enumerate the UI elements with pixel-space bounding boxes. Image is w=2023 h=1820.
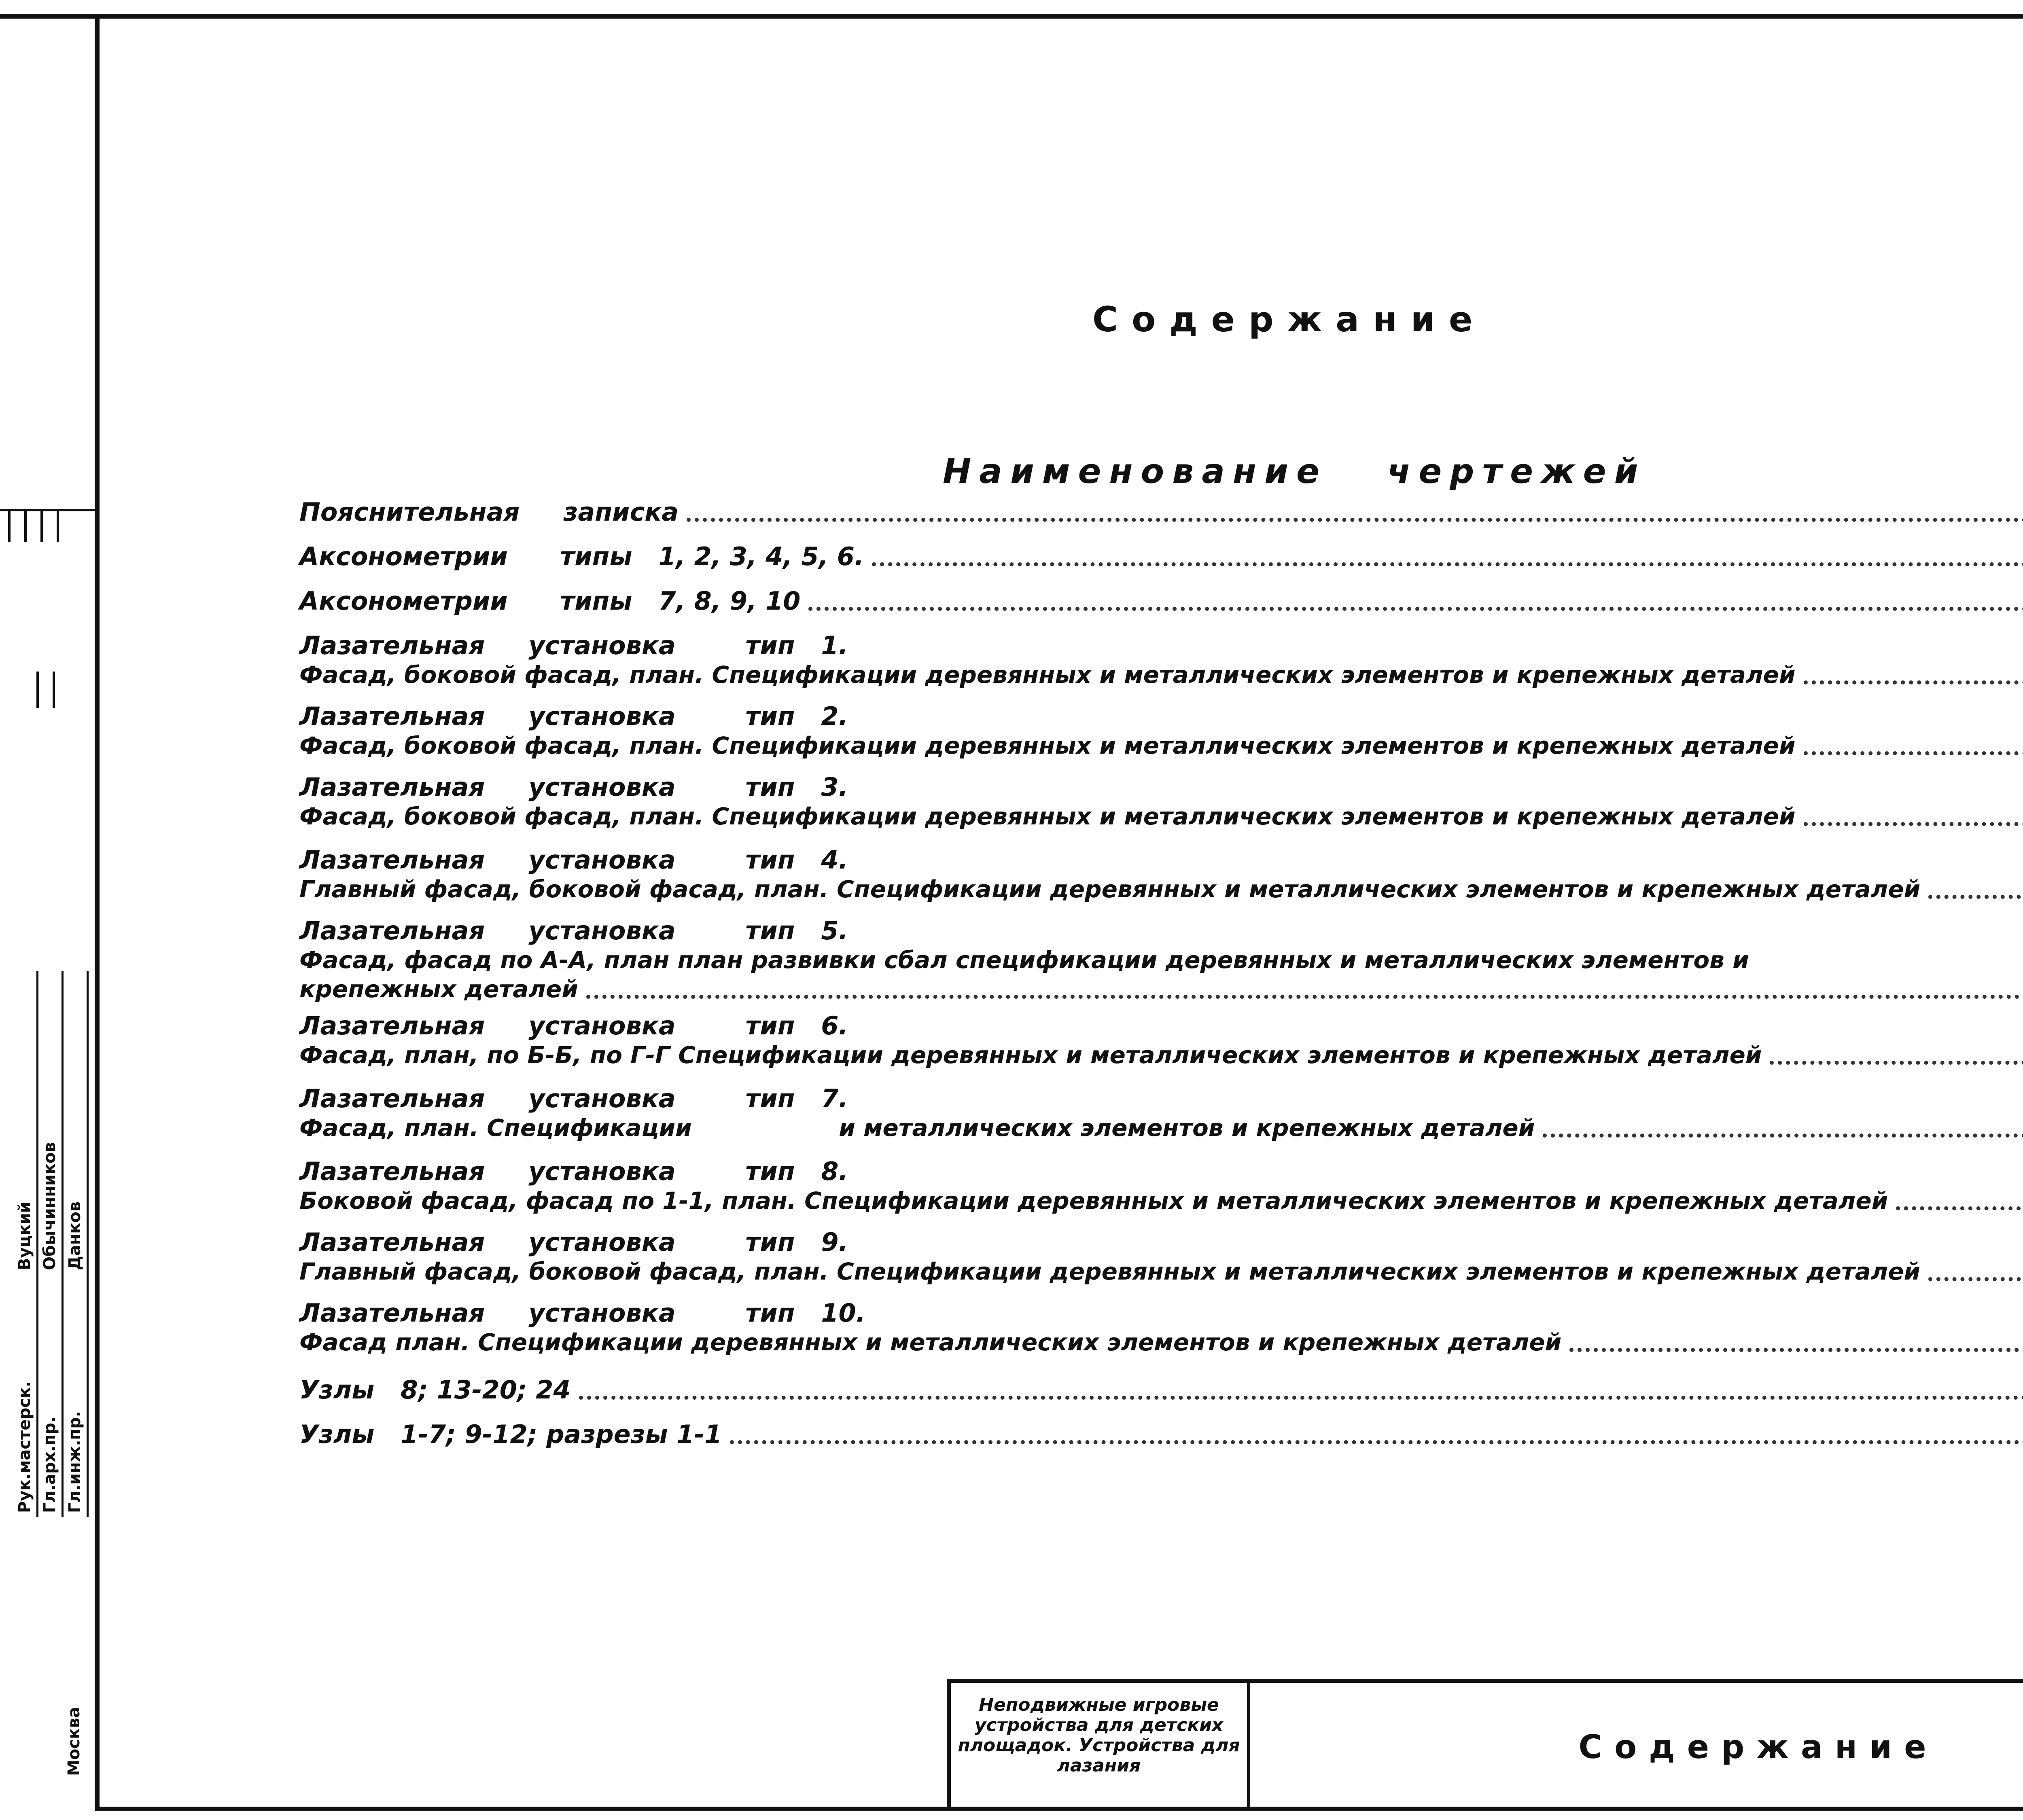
row-description: Главный фасад, боковой фасад, план. Спецификации деревянных и металлических элементов и крепежных деталей bbox=[299, 1258, 1921, 1285]
stamp-name-1: Вуцкий bbox=[15, 1201, 34, 1270]
row-description: Фасад, боковой фасад, план. Спецификации деревянных и металлических элементов и крепежных деталей bbox=[299, 803, 1796, 830]
row-title: Лазательная установка тип 6. bbox=[299, 1011, 848, 1040]
dot-leader bbox=[1928, 895, 2023, 899]
row-title: Лазательная установка тип 10. bbox=[299, 1298, 866, 1328]
stamp-name-2: Обычинников bbox=[40, 1142, 59, 1270]
stamp-role-2: Гл.арх.пр. bbox=[40, 1416, 59, 1513]
row-description: Фасад план. Спецификации деревянных и металлических элементов и крепежных деталей bbox=[299, 1328, 1562, 1356]
row-title: Лазательная установка тип 4. bbox=[299, 845, 848, 875]
dot-leader bbox=[1928, 1277, 2023, 1281]
row-title: Лазательная установка тип 1. bbox=[299, 631, 848, 660]
stamp-role-3: Гл.инж.пр. bbox=[66, 1411, 84, 1513]
table-header-name: Наименование чертежей bbox=[943, 451, 1646, 491]
approval-stamp bbox=[12, 971, 93, 1517]
title-block-description: Неподвижные игровые устройства для детских площадок. Устройства для лазания bbox=[951, 1683, 1250, 1811]
organization-stamp bbox=[16, 1679, 97, 1796]
dot-leader bbox=[808, 607, 2023, 611]
row-title: Лазательная установка тип 9. bbox=[299, 1227, 848, 1257]
row-title: Пояснительная записка bbox=[299, 497, 679, 527]
dot-leader bbox=[1569, 1348, 2023, 1352]
title-block bbox=[947, 1679, 2023, 1811]
row-title: Лазательная установка тип 5. bbox=[299, 916, 848, 945]
row-description: Фасад, план, по Б-Б, по Г-Г Спецификации деревянных и металлических элементов и крепежных деталей bbox=[299, 1041, 1762, 1069]
row-title: Лазательная установка тип 2. bbox=[299, 701, 848, 731]
row-title: Аксонометрии типы 7, 8, 9, 10 bbox=[299, 586, 801, 616]
dot-leader bbox=[1804, 822, 2023, 826]
dot-leader bbox=[586, 995, 2023, 999]
dot-leader bbox=[1543, 1134, 2023, 1138]
dot-leader bbox=[579, 1396, 2023, 1400]
row-description: Фасад, боковой фасад, план. Спецификации деревянных и металлических элементов и крепежных деталей bbox=[299, 732, 1796, 759]
title-block-center-title: Содержание bbox=[1250, 1683, 2023, 1811]
row-title: Узлы 8; 13-20; 24 bbox=[299, 1375, 571, 1405]
dot-leader bbox=[1804, 680, 2023, 684]
stamp-role-1: Рук.мастерск. bbox=[15, 1381, 34, 1513]
dot-leader bbox=[872, 562, 2023, 566]
row-title: Аксонометрии типы 1, 2, 3, 4, 5, 6. bbox=[299, 542, 864, 571]
frame-left-border bbox=[95, 14, 100, 1810]
dot-leader bbox=[687, 518, 2023, 522]
row-description-continued: крепежных деталей bbox=[299, 975, 578, 1003]
dot-leader bbox=[730, 1440, 2023, 1444]
org-city: Москва bbox=[65, 1707, 83, 1776]
frame-top-border bbox=[0, 14, 2023, 19]
row-title: Лазательная установка тип 8. bbox=[299, 1157, 848, 1186]
dot-leader bbox=[1896, 1206, 2023, 1210]
row-title: Узлы 1-7; 9-12; разрезы 1-1 bbox=[299, 1420, 722, 1449]
stamp-name-3: Данков bbox=[66, 1201, 84, 1270]
row-description: Фасад, план. Спецификации и металлических элементов и крепежных деталей bbox=[299, 1114, 1535, 1142]
dot-leader bbox=[1804, 751, 2023, 755]
row-title: Лазательная установка тип 7. bbox=[299, 1084, 848, 1113]
row-title: Лазательная установка тип 3. bbox=[299, 772, 848, 802]
margin-ticks bbox=[0, 502, 95, 623]
row-description: Фасад, фасад по А-А, план план развивки сбал спецификации деревянных и металлических элементов и bbox=[299, 946, 1749, 974]
row-description: Главный фасад, боковой фасад, план. Спецификации деревянных и металлических элементов и крепежных деталей bbox=[299, 875, 1921, 903]
page-title: Содержание bbox=[1092, 299, 1487, 340]
dot-leader bbox=[1770, 1061, 2023, 1065]
row-description: Фасад, боковой фасад, план. Спецификации деревянных и металлических элементов и крепежных деталей bbox=[299, 661, 1796, 689]
row-description: Боковой фасад, фасад по 1-1, план. Спецификации деревянных и металлических элементов и крепежных деталей bbox=[299, 1187, 1888, 1214]
